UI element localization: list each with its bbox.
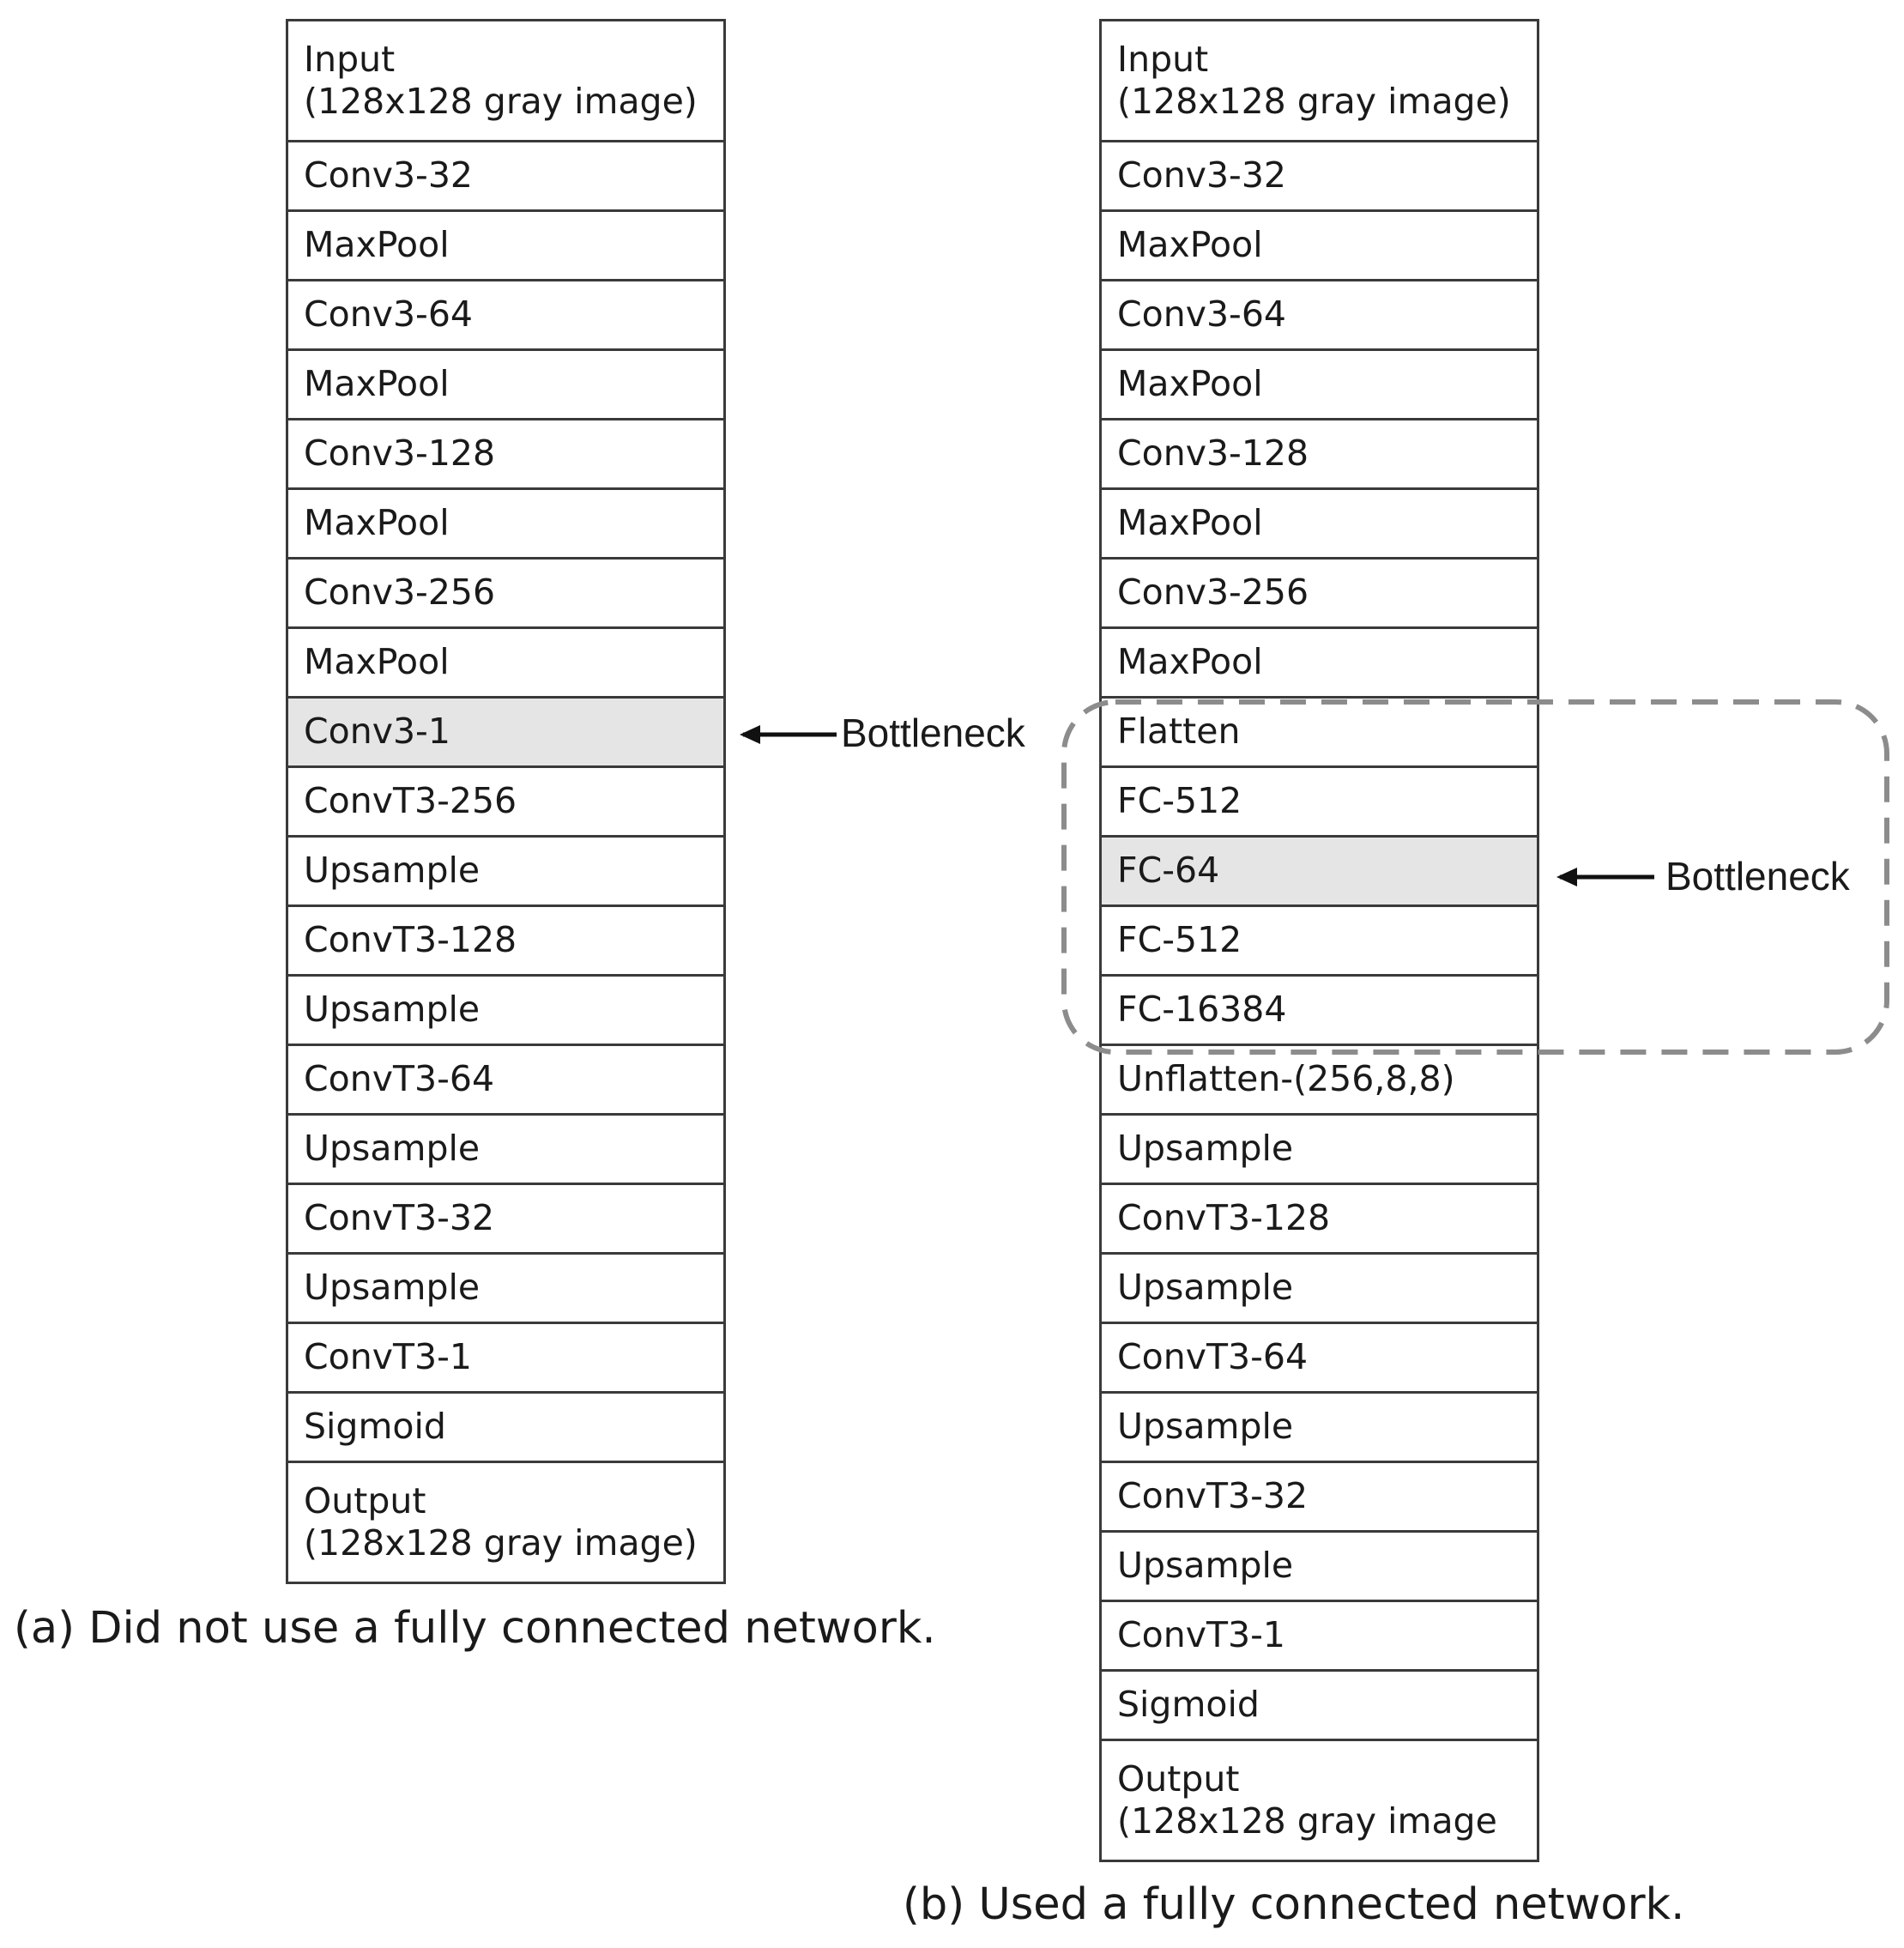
layer-box: ConvT3-1 bbox=[1102, 1602, 1537, 1672]
layer-box: Sigmoid bbox=[1102, 1672, 1537, 1741]
layer-box: Conv3-64 bbox=[1102, 281, 1537, 351]
network-b-stack bbox=[1099, 19, 1539, 1862]
layer-box: MaxPool bbox=[1102, 490, 1537, 560]
bottleneck-label-a: Bottleneck bbox=[841, 711, 1025, 755]
layer-box: ConvT3-1 bbox=[288, 1324, 723, 1394]
caption-a: (a) Did not use a fully connected network. bbox=[14, 1603, 936, 1654]
network-a-stack bbox=[286, 19, 726, 1584]
layer-box: Upsample bbox=[1102, 1255, 1537, 1324]
caption-b: (b) Used a fully connected network. bbox=[903, 1879, 1685, 1930]
layer-box: Input (128x128 gray image) bbox=[1102, 21, 1537, 142]
layer-box: Upsample bbox=[1102, 1116, 1537, 1185]
layer-box: Output (128x128 gray image) bbox=[288, 1463, 723, 1584]
layer-box: Conv3-32 bbox=[1102, 142, 1537, 212]
layer-box: MaxPool bbox=[288, 351, 723, 420]
layer-box: FC-512 bbox=[1102, 768, 1537, 838]
layer-box: Sigmoid bbox=[288, 1394, 723, 1463]
layer-box: Conv3-128 bbox=[288, 420, 723, 490]
bottleneck-label-b: Bottleneck bbox=[1665, 854, 1850, 898]
layer-box: FC-512 bbox=[1102, 907, 1537, 977]
layer-box: MaxPool bbox=[288, 629, 723, 699]
layer-box: Conv3-256 bbox=[1102, 560, 1537, 629]
layer-box: Conv3-256 bbox=[288, 560, 723, 629]
layer-box: ConvT3-256 bbox=[288, 768, 723, 838]
layer-box: ConvT3-32 bbox=[1102, 1463, 1537, 1533]
layer-box: Unflatten-(256,8,8) bbox=[1102, 1046, 1537, 1116]
layer-box: Conv3-128 bbox=[1102, 420, 1537, 490]
layer-box: MaxPool bbox=[1102, 212, 1537, 281]
layer-box: Upsample bbox=[288, 838, 723, 907]
layer-box: MaxPool bbox=[288, 490, 723, 560]
layer-box: MaxPool bbox=[1102, 629, 1537, 699]
layer-box: Upsample bbox=[1102, 1394, 1537, 1463]
layer-box: ConvT3-64 bbox=[288, 1046, 723, 1116]
bottleneck-arrowhead-a bbox=[740, 725, 760, 744]
layer-box: Upsample bbox=[288, 1116, 723, 1185]
layer-box: Upsample bbox=[288, 1255, 723, 1324]
layer-box: ConvT3-128 bbox=[1102, 1185, 1537, 1255]
layer-box: ConvT3-128 bbox=[288, 907, 723, 977]
layer-box: Upsample bbox=[288, 977, 723, 1046]
layer-box: FC-16384 bbox=[1102, 977, 1537, 1046]
layer-box: MaxPool bbox=[288, 212, 723, 281]
layer-box: ConvT3-32 bbox=[288, 1185, 723, 1255]
layer-box: MaxPool bbox=[1102, 351, 1537, 420]
layer-box: Flatten bbox=[1102, 699, 1537, 768]
layer-box: Upsample bbox=[1102, 1533, 1537, 1602]
bottleneck-arrowhead-b bbox=[1556, 868, 1577, 886]
bottleneck-layer-box: Conv3-1 bbox=[288, 699, 723, 768]
layer-box: Conv3-32 bbox=[288, 142, 723, 212]
layer-box: ConvT3-64 bbox=[1102, 1324, 1537, 1394]
layer-box: Conv3-64 bbox=[288, 281, 723, 351]
layer-box: Input (128x128 gray image) bbox=[288, 21, 723, 142]
bottleneck-layer-box: FC-64 bbox=[1102, 838, 1537, 907]
layer-box: Output (128x128 gray image bbox=[1102, 1741, 1537, 1862]
